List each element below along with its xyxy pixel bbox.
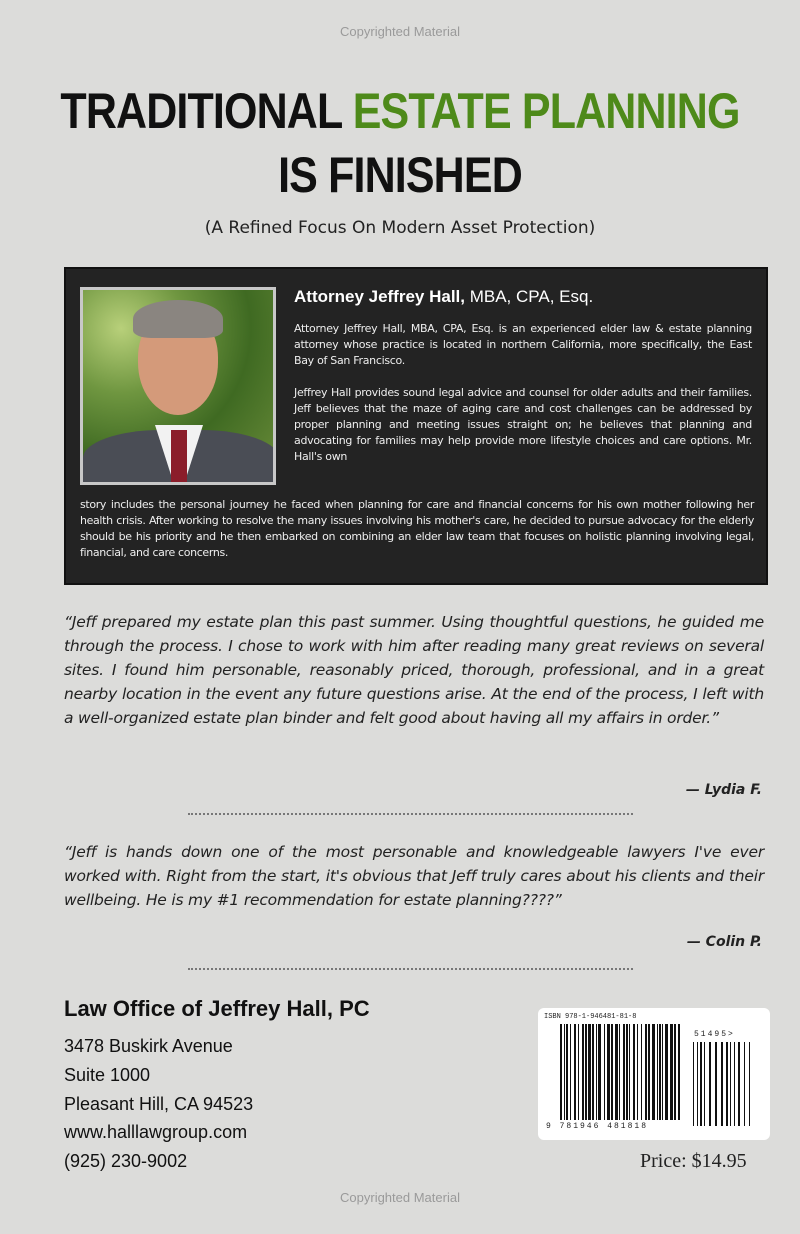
testimonial-2-author: — Colin P. [686,934,762,950]
title-part: TRADITIONAL [60,83,353,139]
subtitle: (A Refined Focus On Modern Asset Protection) [204,218,596,238]
phone: (925) 230-9002 [64,1151,188,1171]
bio-text-bottom: story includes the personal journey he faced when planning for care and financial concerns for his own mother following her health crisis. After working to resolve the many issues involving his mother's care, he decided to pursue advocacy for the elderly should be his priority and he then embarked on combining an elder law team that focuses on holistic planning involving legal, financial, and care concerns. [80,498,754,559]
testimonial-2: “Jeff is hands down one of the most personable and knowledgeable lawyers I've ever worked with. Right from the start, it's obvious that Jeff truly cares about his clients and their wellbeing. He is my #1 recommendation for estate planning????” [64,843,764,909]
address-suite: Suite 1000 [64,1065,151,1085]
barcode-bars [538,1008,770,1140]
watermark-bottom: Copyrighted Material [340,1190,460,1205]
addon-text: 51495> [694,1030,735,1039]
price: Price: $14.95 [640,1150,747,1172]
divider [188,968,633,970]
bio-text-top [294,321,752,465]
bio-credentials: MBA, CPA, Esq. [465,287,594,306]
title-highlight: ESTATE PLANNING [352,83,740,139]
bio-para-1: Attorney Jeffrey Hall, MBA, CPA, Esq. is an experienced elder law & estate planning attorney whose practice is located in northern California, more specifically, the East Bay of San Francisco. [294,322,752,367]
bio-para-2: Jeffrey Hall provides sound legal advice and counsel for older adults and their families. Jeff believes that the maze of aging care and cost challenges can be addressed by proper planning and meeting issues straight on; he believes that planning and advocating for families may help provide more lifestyle choices and care options. Mr. Hall's own [294,386,752,463]
ean-text: 9 781946 481818 [546,1122,649,1131]
title-line-1 [56,84,744,138]
bio-name-bold: Attorney Jeffrey Hall, [294,287,465,306]
testimonial-1: “Jeff prepared my estate plan this past summer. Using thoughtful questions, he guided me through the process. I chose to work with him after reading many great reviews on several sites. I found him personable, reasonably priced, thorough, professional, and in a great nearby location in the event any future questions arise. At the end of the process, I left with a well-organized estate plan binder and felt good about having all my affairs in order.” [64,613,764,727]
title-line-2: IS FINISHED [278,147,522,203]
website[interactable]: www.halllawgroup.com [64,1122,248,1142]
isbn-barcode [538,1008,770,1140]
author-photo [80,287,276,485]
address-city: Pleasant Hill, CA 94523 [64,1094,254,1114]
address-street: 3478 Buskirk Avenue [64,1036,233,1056]
isbn-text: ISBN 978-1-946481-81-8 [544,1013,637,1021]
bio-name [294,287,593,307]
watermark-top: Copyrighted Material [340,24,460,39]
office-name: Law Office of Jeffrey Hall, PC [64,996,370,1021]
divider [188,813,633,815]
testimonial-1-author: — Lydia F. [685,782,762,798]
author-bio-box [64,267,768,585]
